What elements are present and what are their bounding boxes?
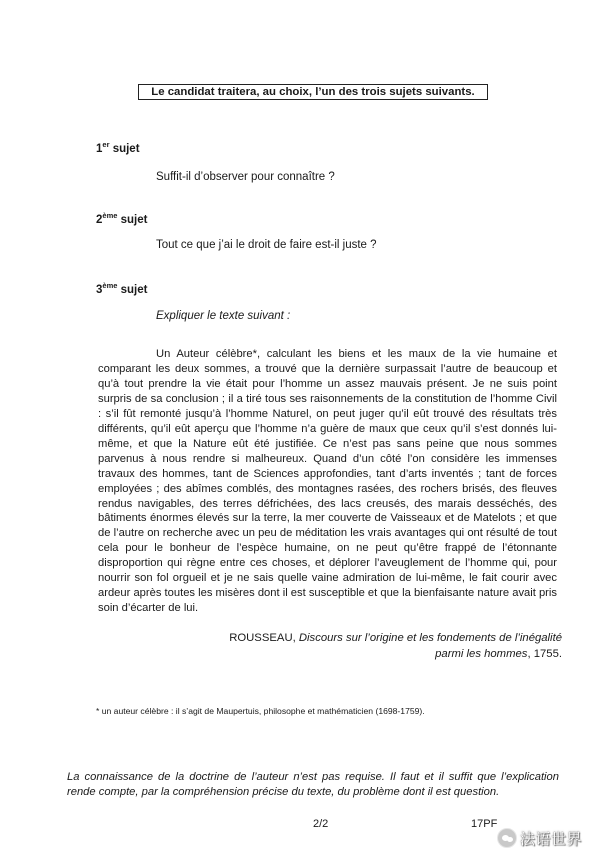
page-number: 2/2 [313, 818, 329, 830]
subject-3-ordinal: ème [102, 281, 118, 290]
citation-year: , 1755. [527, 648, 562, 660]
exam-code: 17PF [471, 818, 498, 830]
subject-1-ordinal: er [102, 140, 110, 149]
subject-1-question: Suffit-il d’observer pour connaître ? [156, 171, 335, 183]
citation-title-line2: parmi les hommes [435, 648, 528, 660]
subject-2-number: 2 [96, 213, 103, 226]
subject-3-number: 3 [96, 283, 103, 296]
subject-1-word: sujet [109, 142, 140, 155]
citation [190, 630, 562, 662]
subject-2-heading [96, 211, 147, 226]
subject-1-number: 1 [96, 142, 103, 155]
wechat-logo-icon [497, 828, 517, 848]
instruction-box: Le candidat traitera, au choix, l’un des trois sujets suivants. [138, 84, 488, 100]
citation-title-line1: Discours sur l’origine et les fondements de l’inégalité [298, 632, 562, 644]
subject-3-instruction: Expliquer le texte suivant : [156, 310, 291, 322]
subject-2-question: Tout ce que j’ai le droit de faire est-il juste ? [156, 239, 377, 251]
subject-2-word: sujet [117, 213, 148, 226]
subject-2-ordinal: ème [102, 211, 118, 220]
text-excerpt: Un Auteur célèbre*, calculant les biens et les maux de la vie humaine et comparant les deux sommes, a trouvé que la dernière surpassait l’autre de beaucoup et qu’à tout prendre la vie était pour l’homme un assez mauvais présent. Je ne suis point surpris de sa conclusion ; il a tiré tous ses raisonnements de la constitution de l’homme Civil : s’il fût remonté jusqu’à l’homme Naturel, on peut juger qu’il eût trouvé des résultats très différents, qu’il eût aperçu que l’homme n’a guère de maux que ceux qu’il s’est donnés lui-même, et que la Nature eût été justifiée. Ce n’est pas sans peine que nous sommes parvenus à nous rendre si malheureux. Quand d’un côté l’on considère les immenses travaux des hommes, tant de Sciences approfondies, tant d’arts inventés ; tant de forces employées ; des abîmes comblés, des montagnes rasées, des rochers brisés, des fleuves rendus navigables, des terres défrichées, des lacs creusés, des marais desséchés, des bâtiments énormes élevés sur la terre, la mer couverte de Vaisseaux et de Matelots ; et que de l’autre on recherche avec un peu de méditation les vrais avantages qui ont résulté de tout cela pour le bonheur de l’espèce humaine, on ne peut qu’être frappé de l’étonnante disproportion qui règne entre ces choses, et déplorer l’aveuglement de l’homme qui, pour nourrir son fol orgueil et je ne sais quelle vaine admiration de lui-même, le fait courir avec ardeur après toutes les misères dont il est susceptible et que la bienfaisante nature avait pris soin d’écarter de lui. [98, 348, 557, 615]
citation-author: ROUSSEAU, [229, 632, 299, 644]
subject-1-heading [96, 140, 140, 155]
advice-note: La connaissance de la doctrine de l’auteur n’est pas requise. Il faut et il suffit que l’explication rende compte, par la compréhension précise du texte, du problème dont il est question. [67, 771, 559, 798]
watermark-text: 法语世界 [520, 829, 583, 848]
subject-3-heading [96, 281, 147, 296]
subject-3-word: sujet [117, 283, 148, 296]
footnote: * un auteur célèbre : il s’agit de Maupertuis, philosophe et mathématicien (1698-1759). [96, 706, 425, 716]
watermark [497, 826, 597, 850]
